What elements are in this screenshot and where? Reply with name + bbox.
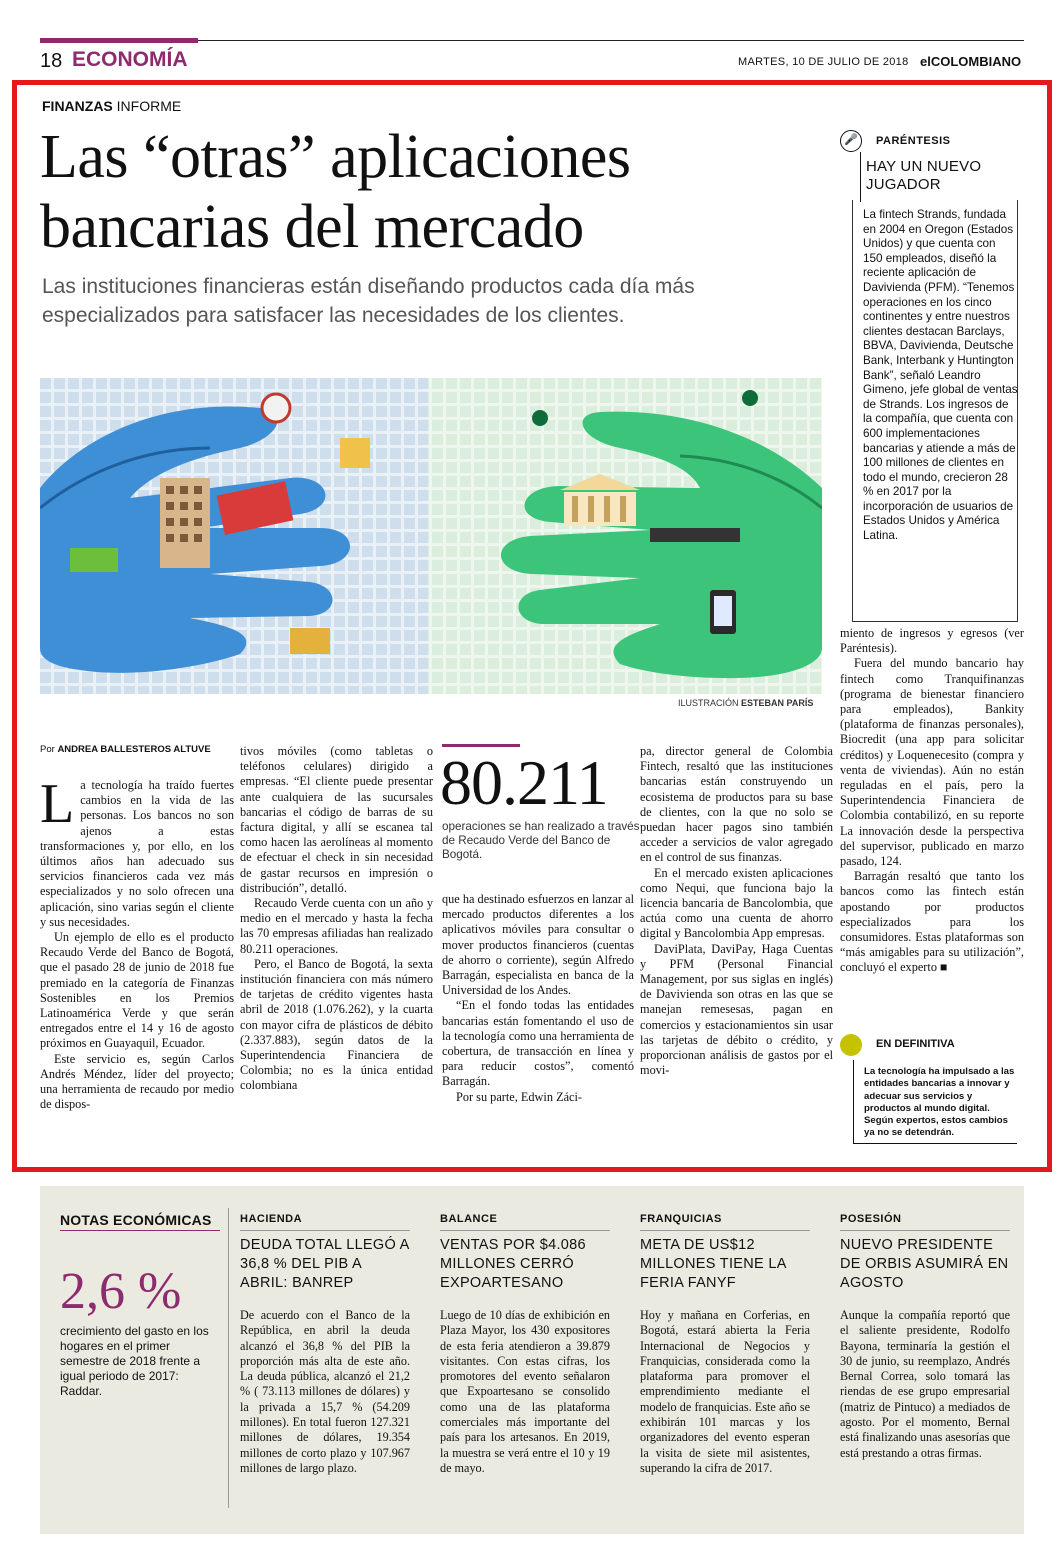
masthead-accent-bar bbox=[40, 38, 198, 43]
note-kicker: POSESIÓN bbox=[840, 1213, 902, 1225]
article-paragraph: “En el fondo todas las entidades bancarias están fomentando el uso de la tecnología como una herramienta de cobertura, de transacción en línea y para reducir costos”, comentó Barragán. bbox=[442, 998, 634, 1089]
en-definitiva-label: EN DEFINITIVA bbox=[876, 1038, 955, 1050]
article-column-2 bbox=[240, 744, 433, 1094]
article-paragraph: Un ejemplo de ello es el producto Recaudo Verde del Banco de Bogotá, que el pasado 28 de junio de 2018 fue premiado en la categoría de Finanzas Sostenibles en los Premios Latinoamérica Verde y que serán entregados entre el 14 y 16 de agosto próximos en Guayaquil, Ecuador. bbox=[40, 930, 234, 1051]
byline-prefix: Por bbox=[40, 744, 55, 755]
page-number: 18 bbox=[40, 50, 63, 72]
byline-author: ANDREA BALLESTEROS ALTUVE bbox=[57, 744, 211, 755]
illustration-svg bbox=[40, 378, 822, 694]
notas-big-stat: 2,6 % bbox=[60, 1263, 182, 1320]
article-column-4 bbox=[640, 744, 833, 1078]
illustration-credit bbox=[678, 698, 813, 708]
article-paragraph: que ha destinado esfuerzos en lanzar al mercado productos diferentes a los aplicativos móviles para consultar o mover productos financieros (cuentas de ahorro o corriente), según Alfredo Barragán, especialista en banca de la Universidad de los Andes. bbox=[442, 892, 634, 998]
note-rule bbox=[440, 1230, 610, 1231]
microphone-icon: 🎤 bbox=[840, 130, 862, 152]
dots-icon bbox=[840, 1034, 862, 1056]
article-paragraph bbox=[40, 773, 234, 930]
note-body: Aunque la compañía reportó que el saliente presidente, Rodolfo Bayona, terminaría la gestión el 30 de junio, su reemplazo, Andrés Bernal Correa, solo tomará las riendas de ese grupo empresarial (matriz de Pintuco) a mediados de agosto. Por el momento, Bernal está finalizando unas asesorías que está prestando a otras firmas. bbox=[840, 1308, 1010, 1460]
note-body: De acuerdo con el Banco de la República, en abril la deuda alcanzó el 36,8 % del PIB la proporción más alta de este año. La deuda pública, alcanzó el 21,2 % ( 73.113 millones de dólares) y la privada a 15,7 % (54.209 millones). En total fueron 127.321 millones de dólares, 19.354 millones de corto plazo y 107.967 millones de largo plazo. bbox=[240, 1308, 410, 1475]
notas-title: NOTAS ECONÓMICAS bbox=[60, 1212, 212, 1228]
section-title: ECONOMÍA bbox=[72, 48, 188, 71]
newspaper-brand: elCOLOMBIANO bbox=[920, 54, 1022, 69]
article-paragraph: Barragán resaltó que tanto los bancos como las fintech están apostando por productos especializados para los consumidores. Estas plataformas son “más amigables para su utilización”, concluyó el experto ■ bbox=[840, 869, 1024, 975]
notas-divider bbox=[228, 1208, 229, 1508]
highlight-stat-caption: operaciones se han realizado a través de Recaudo Verde del Banco de Bogotá. bbox=[442, 820, 640, 861]
parentesis-label: PARÉNTESIS bbox=[876, 135, 951, 147]
hands-illustration bbox=[40, 378, 822, 694]
note-kicker: FRANQUICIAS bbox=[640, 1213, 722, 1225]
en-definitiva-text: La tecnología ha impulsado a las entidades bancarias a innovar y adecuar sus servicios y productos al mundo digital. Según expertos, estos cambios ya no se detendrán. bbox=[864, 1066, 1015, 1139]
note-rule bbox=[840, 1230, 1010, 1231]
article-headline: Las “otras” aplicaciones bancarias del mercado bbox=[40, 123, 631, 261]
paragraph-text: a tecnología ha traído fuertes cambios en la vida de las personas. Los bancos no son ajenos a estas transformaciones y, por ello, en los últimos años han adecuado sus servicios financieros cada vez más especializados y no solo ofrecen una aplicación, sino varias según el cliente y sus necesidades. bbox=[40, 778, 234, 929]
kicker-type: INFORME bbox=[116, 98, 182, 114]
drop-cap: L bbox=[40, 773, 75, 835]
article-paragraph: tivos móviles (como tabletas o teléfonos celulares) dirigido a empresas. “El cliente puede presentar ante cualquiera de las sucursales bancarias el código de barras de su factura digital, y allí se escanea tal como hacen las aerolíneas al momento de efectuar el check in sin necesidad de gastar recursos en impresión o distribución”, detalló. bbox=[240, 744, 433, 895]
parentesis-body: La fintech Strands, fundada en 2004 en Oregon (Estados Unidos) y que cuenta con 150 empleados, diseñó la reciente aplicación de Davivienda (PFM). “Tenemos operaciones en los cinco continentes y entre nuestros clientes destacan Barclays, BBVA, Davivienda, Deutsche Bank, Interbank y Huntington Bank”, señaló Leandro Gimeno, jefe global de ventas de Strands. Los ingresos de la compañía, que cuenta con 600 implementaciones bancarias y atiende a más de 100 millones de clientes en todo el mundo, crecieron 28 % en 2017 por la incorporación de usuarios de Estados Unidos y América Latina. bbox=[863, 208, 1018, 543]
note-headline: NUEVO PRESIDENTE DE ORBIS ASUMIRÁ EN AGOSTO bbox=[840, 1237, 1009, 1291]
article-column-5 bbox=[840, 626, 1024, 976]
article-column-1 bbox=[40, 773, 234, 1112]
article-paragraph: DaviPlata, DaviPay, Haga Cuentas y PFM (Personal Financial Management, por sus siglas en inglés) de Davivienda son otras en las que se manejan remesesas, pagan en comercios y estacionamientos sin usar las tarjetas de débito o crédito, y proporcionan análisis de gastos por el movi- bbox=[640, 941, 833, 1078]
note-headline: META DE US$12 MILLONES TIENE LA FERIA FANYF bbox=[640, 1237, 786, 1291]
note-rule bbox=[240, 1230, 410, 1231]
article-column-3 bbox=[442, 892, 634, 1105]
article-kicker bbox=[42, 98, 181, 114]
note-kicker: HACIENDA bbox=[240, 1213, 303, 1225]
article-paragraph: En el mercado existen aplicaciones como Nequi, que funciona bajo la licencia bancaria de Bancolombia, que actúa como una cuenta de ahorro digital y Bancolombia App empresas. bbox=[640, 865, 833, 941]
article-paragraph: pa, director general de Colombia Fintech, resaltó que las instituciones bancarias están construyendo un ecosistema de productos para su base de clientes, con la que no solo se puedan hacer pagos sino también acceder a servicios de valor agregado en el control de sus finanzas. bbox=[640, 744, 833, 865]
credit-name: ESTEBAN PARÍS bbox=[741, 698, 814, 708]
article-paragraph: Este servicio es, según Carlos Andrés Méndez, líder del proyecto; una herramienta de recaudo por medio de dispos- bbox=[40, 1051, 234, 1112]
kicker-topic: FINANZAS bbox=[42, 98, 113, 114]
article-paragraph: Recaudo Verde cuenta con un año y medio en el mercado y hasta la fecha las 70 empresas afiliadas han realizado 80.211 operaciones. bbox=[240, 896, 433, 956]
note-rule bbox=[640, 1230, 810, 1231]
note-headline: VENTAS POR $4.086 MILLONES CERRÓ EXPOARTESANO bbox=[440, 1237, 586, 1291]
note-body: Hoy y mañana en Corferias, en Bogotá, estará abierta la Feria Internacional de Negocios y Franquicias, considerada como la plataforma para promover el emprendimiento mediante el modelo de franquicias. Este año se exhibirán 101 marcas y los organizadores del evento esperan la visita de siete mil asistentes, superando la cifra de 2017. bbox=[640, 1308, 810, 1475]
byline bbox=[40, 744, 211, 755]
parentesis-title: HAY UN NUEVO JUGADOR bbox=[866, 158, 982, 193]
article-subhead: Las instituciones financieras están diseñando productos cada día más especializados para satisfacer las necesidades de los clientes. bbox=[42, 275, 695, 327]
issue-date: MARTES, 10 DE JULIO DE 2018 bbox=[738, 56, 909, 68]
article-paragraph: miento de ingresos y egresos (ver Paréntesis). bbox=[840, 626, 1024, 656]
article-paragraph: Fuera del mundo bancario hay fintech como Tranquifinanzas (programa de bienestar financiero para empleados), Bankity (plataforma de finanzas personales), Biocredit (una app para solicitar créditos) y Loquenecesito (compra y venta de viviendas). Aún no están reguladas en el país, pero la Superintendencia Financiera de Colombia contabilizó, en su reporte La innovación desde la perspectiva del supervisor, publicado en marzo pasado, 124. bbox=[840, 656, 1024, 869]
parentesis-rule bbox=[860, 152, 861, 202]
note-headline: DEUDA TOTAL LLEGÓ A 36,8 % DEL PIB A ABRIL: BANREP bbox=[240, 1237, 409, 1291]
notas-title-rule bbox=[60, 1230, 220, 1231]
note-kicker: BALANCE bbox=[440, 1213, 498, 1225]
article-paragraph: Pero, el Banco de Bogotá, la sexta institución financiera con más número de tarjetas de crédito vigentes hasta abril de 2018 (1.076.262), y la cuarta con mayor cifra de plásticos de débito (2.337.883), según datos de la Superintendencia Financiera de Colombia; no es la única entidad colombiana bbox=[240, 956, 433, 1093]
article-paragraph: Por su parte, Edwin Záci- bbox=[456, 1089, 583, 1104]
notas-big-stat-caption: crecimiento del gasto en los hogares en el primer semestre de 2018 frente a igual periodo de 2017: Raddar. bbox=[60, 1324, 209, 1398]
highlight-stat-number: 80.211 bbox=[440, 747, 608, 818]
note-body: Luego de 10 días de exhibición en Plaza Mayor, los 430 expositores de esta feria atendieron a 39.879 visitantes. Con estas cifras, los promotores del evento señalaron que Expoartesano se consolido como una de las plataforma comerciales más importante del país para los artesanos. En 2019, la muestra se verá entre el 10 y 19 de mayo. bbox=[440, 1308, 610, 1475]
credit-prefix: ILUSTRACIÓN bbox=[678, 698, 739, 708]
